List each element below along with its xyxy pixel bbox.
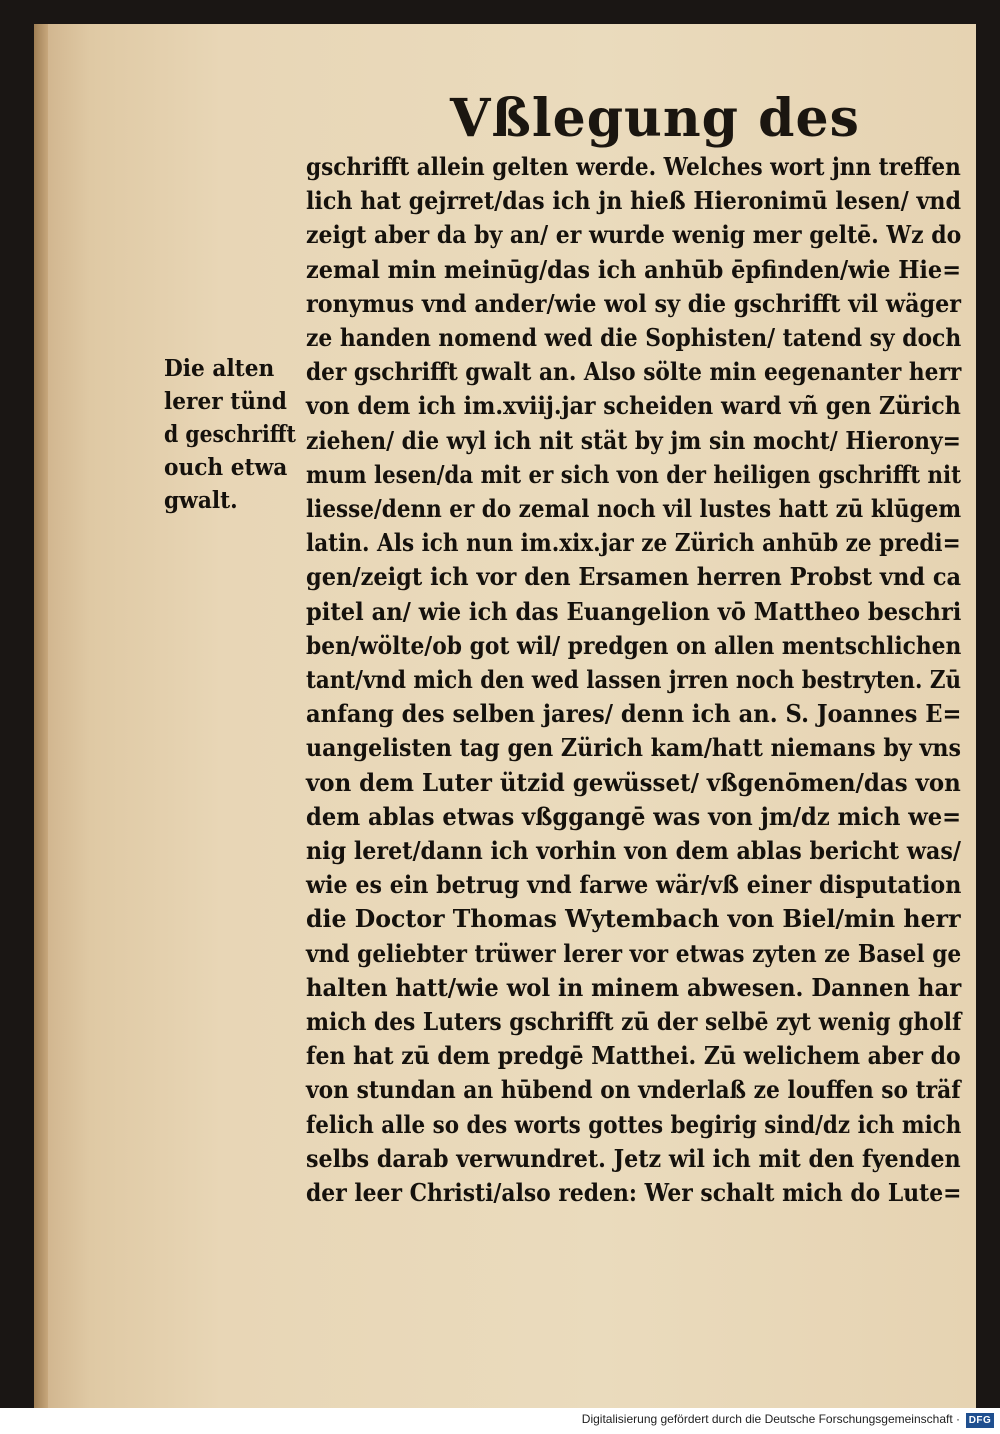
text-line: von dem Luter ützid gewüsset/ vßgenōmen/das von xyxy=(306,767,961,797)
dfg-logo: DFG xyxy=(966,1413,994,1428)
text-line: selbs darab verwundret. Jetz wil ich mit den fyenden xyxy=(306,1143,961,1173)
text-line: der gschrifft gwalt an. Also sölte min eegenanter herr xyxy=(306,357,962,387)
text-line: ben/wölte/ob got wil/ predgen on allen mentschlichen xyxy=(306,630,962,660)
text-line: uangelisten tag gen Zürich kam/hatt niemans by vns xyxy=(306,733,961,763)
text-line: dem ablas etwas vßggangē was von jm/dz mich we= xyxy=(306,801,962,831)
credit-bar xyxy=(0,1408,1000,1434)
text-line: wie es ein betrug vnd farwe wär/vß einer disputation xyxy=(306,870,962,900)
text-line: der leer Christi/also reden: Wer schalt mich do Lute= xyxy=(306,1178,962,1208)
marginal-note-line: lerer tünd xyxy=(164,388,287,415)
text-line: tant/vnd mich den wed lassen jrren noch bestryten. Zū xyxy=(306,665,962,695)
text-line: latin. Als ich nun im.xix.jar ze Zürich anhūb ze predi= xyxy=(306,528,961,558)
text-line: anfang des selben jares/ denn ich an. S. Joannes E= xyxy=(306,699,962,729)
text-line: ziehen/ die wyl ich nit stät by jm sin mocht/ Hierony= xyxy=(306,425,961,455)
text-line: liesse/denn er do zemal noch vil lustes hatt zū klūgem xyxy=(306,494,962,524)
text-line: mich des Luters gschrifft zū der selbē zyt wenig gholf xyxy=(306,1007,962,1037)
running-head: Vßlegung des xyxy=(450,88,860,149)
text-line: nig leret/dann ich vorhin von dem ablas bericht was/ xyxy=(306,836,961,866)
text-line: zeigt aber da by an/ er wurde wenig mer geltē. Wz do xyxy=(306,220,962,250)
page-gutter-edge xyxy=(34,24,48,1408)
body-text xyxy=(306,150,966,1210)
marginal-note-line: Die alten xyxy=(164,355,275,382)
text-line: lich hat gejrret/das ich jn hieß Hieronimū lesen/ vnd xyxy=(306,186,962,216)
marginal-note-line: ouch etwa xyxy=(164,454,288,481)
funding-credit: Digitalisierung gefördert durch die Deutsche Forschungsgemeinschaft · xyxy=(581,1412,960,1426)
text-line: mum lesen/da mit er sich von der heiligen gschrifft nit xyxy=(306,459,961,489)
text-line: gen/zeigt ich vor den Ersamen herren Probst vnd ca xyxy=(306,562,962,592)
text-line: vnd geliebter trüwer lerer vor etwas zyten ze Basel ge xyxy=(306,938,962,968)
text-line: fen hat zū dem predgē Matthei. Zū welichem aber do xyxy=(306,1041,961,1071)
marginal-note-line: gwalt. xyxy=(164,487,238,514)
text-line: felich alle so des worts gottes begirig sind/dz ich mich xyxy=(306,1109,962,1139)
text-line: pitel an/ wie ich das Euangelion vō Mattheo beschri xyxy=(306,596,962,626)
text-line: von dem ich im.xviij.jar scheiden ward vñ gen Zürich xyxy=(306,391,961,421)
text-line: ze handen nomend wed die Sophisten/ tatend sy doch xyxy=(306,323,962,353)
marginal-note-line: d geschrifft xyxy=(164,421,296,448)
text-line: ronymus vnd ander/wie wol sy die gschrifft vil wäger xyxy=(306,288,962,318)
text-line: halten hatt/wie wol in minem abwesen. Dannen har xyxy=(306,972,962,1002)
text-line: die Doctor Thomas Wytembach von Biel/min herr xyxy=(306,904,961,934)
marginal-note xyxy=(164,352,304,517)
text-line: gschrifft allein gelten werde. Welches wort jnn treffen xyxy=(306,152,961,181)
text-line: von stundan an hūbend on vnderlaß ze louffen so träf xyxy=(306,1075,961,1105)
text-line: zemal min meinūg/das ich anhūb ēpfinden/wie Hie= xyxy=(306,254,962,284)
